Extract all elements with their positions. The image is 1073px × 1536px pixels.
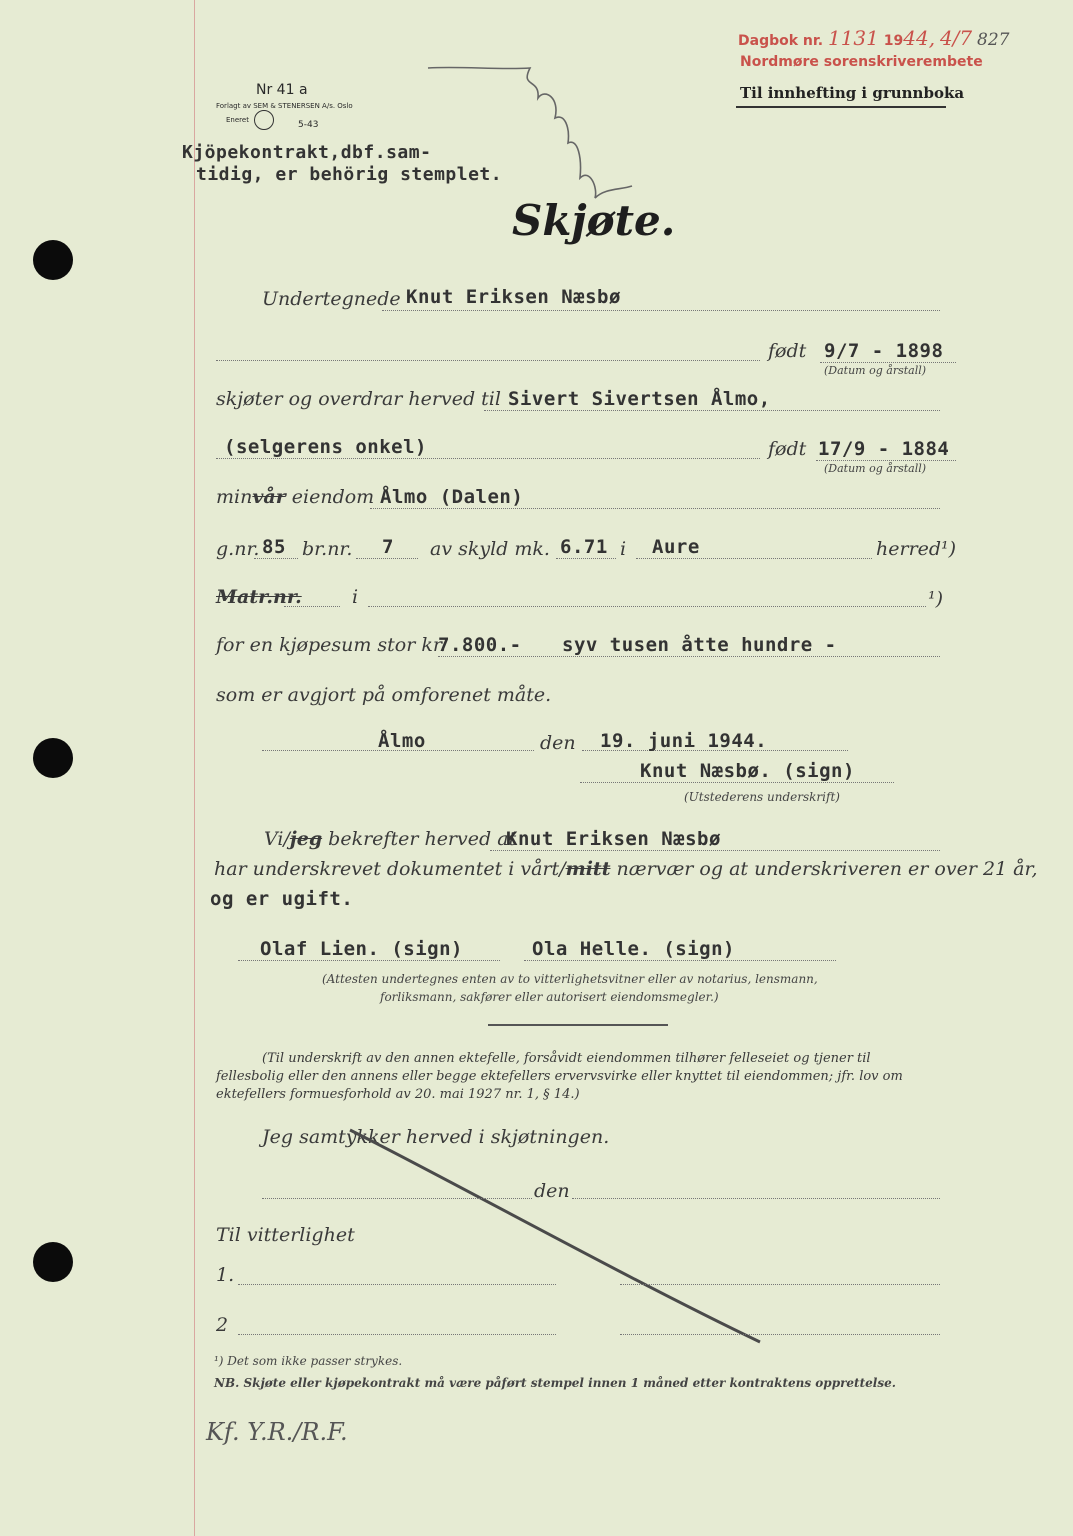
- punch-hole-top: [33, 240, 73, 280]
- dotted-line: [254, 558, 298, 559]
- dotted-line: [816, 460, 956, 461]
- dotted-line: [368, 606, 926, 607]
- avgjort-text: som er avgjort på omforenet måte.: [216, 684, 552, 706]
- gnr-label: g.nr.: [216, 538, 260, 560]
- signature-label: (Utstederens underskrift): [684, 790, 840, 804]
- skyld-label: av skyld mk.: [430, 538, 550, 560]
- form-publisher: Forlagt av SEM & STENERSEN A/s. Oslo: [216, 102, 353, 110]
- witness-1-signature: Olaf Lien. (sign): [260, 938, 463, 960]
- date-value: 19. juni 1944.: [600, 730, 768, 752]
- dotted-line: [382, 310, 940, 311]
- dotted-line: [620, 1334, 940, 1335]
- margin-line: [194, 0, 195, 1536]
- dotted-line: [284, 606, 340, 607]
- kjopesum-words: syv tusen åtte hundre -: [562, 634, 837, 656]
- matrikkel-struck: Matr.nr.: [216, 586, 302, 608]
- stamp-underline: [736, 106, 946, 108]
- dotted-line: [356, 558, 418, 559]
- attest-note-1: (Attesten undertegnes enten av to vitterlighetsvitner eller av notarius, lensmann,: [322, 972, 818, 986]
- typed-note-line-1: Kjöpekontrakt,dbf.sam-: [182, 142, 432, 163]
- gnr-value: 85: [262, 536, 286, 558]
- dotted-line: [370, 508, 940, 509]
- witness-line-2a: har underskrevet dokumentet i vårt: [214, 858, 560, 880]
- dotted-line: [620, 1284, 940, 1285]
- vitterlighet-label: Til vitterlighet: [216, 1224, 355, 1246]
- bnr-label: br.nr.: [302, 538, 353, 560]
- datum-hint-seller: (Datum og årstall): [824, 364, 927, 377]
- bekrefter-text: bekrefter herved at: [328, 828, 517, 850]
- dagbok-prefix: Dagbok nr.: [738, 33, 824, 49]
- spouse-den-label: den: [534, 1180, 570, 1202]
- buyer-name: Sivert Sivertsen Ålmo,: [508, 388, 771, 410]
- dotted-line: [238, 960, 500, 961]
- initials-handwritten: Kf. Y.R./R.F.: [206, 1418, 348, 1446]
- witness-slot-1: 1.: [216, 1264, 235, 1286]
- year-suffix: 44,: [903, 26, 936, 50]
- form-eneret: Eneret: [226, 116, 249, 124]
- kjopesum-value: 7.800.-: [438, 634, 522, 656]
- bnr-value: 7: [382, 536, 394, 558]
- page-number: 827: [977, 30, 1010, 50]
- dotted-line: [556, 558, 616, 559]
- struck-jeg: jeg: [289, 828, 323, 850]
- fodt-label-buyer: født: [768, 438, 807, 460]
- vi-label: Vi/jeg bekrefter herved at: [264, 828, 517, 850]
- property-name: Ålmo (Dalen): [380, 486, 524, 508]
- dotted-line: [636, 558, 872, 559]
- separator-rule: [488, 1024, 668, 1026]
- eiendom-word: eiendom: [291, 486, 375, 508]
- fodt-label-seller: født: [768, 340, 807, 362]
- punch-hole-middle: [33, 738, 73, 778]
- dotted-line: [820, 362, 956, 363]
- handwritten-flourish: [420, 58, 640, 208]
- dotted-line: [238, 1334, 556, 1335]
- i-label: i: [620, 538, 627, 560]
- dotted-line: [572, 1198, 940, 1199]
- year-prefix: 19: [883, 33, 904, 49]
- skjoter-label: skjøter og overdrar herved til: [216, 388, 501, 410]
- buyer-birthdate: 17/9 - 1884: [818, 438, 950, 460]
- dotted-line: [238, 1284, 556, 1285]
- office-name: Nordmøre sorenskriverembete: [740, 54, 983, 70]
- attest-note-2: forliksmann, sakfører eller autorisert eiendomsmegler.): [380, 990, 719, 1004]
- stamp-text: Til innhefting i grunnboka: [740, 84, 965, 102]
- form-number: Nr 41 a: [256, 82, 308, 98]
- ugift-text: og er ugift.: [210, 888, 354, 910]
- witness-line-2: har underskrevet dokumentet i vårt/mitt nærvær og at underskriveren er over 21 år,: [214, 858, 1038, 880]
- place-value: Ålmo: [378, 730, 426, 752]
- witnessed-name: Knut Eriksen Næsbø: [506, 828, 721, 850]
- punch-hole-bottom: [33, 1242, 73, 1282]
- form-date-code: 5-43: [298, 120, 319, 130]
- dagbok-number: 1131: [827, 26, 879, 50]
- struck-mitt: mitt: [565, 858, 611, 880]
- dotted-line: [580, 782, 894, 783]
- kjopesum-label: for en kjøpesum stor kr.: [216, 634, 446, 656]
- struck-var: vår: [252, 486, 286, 508]
- dotted-line: [484, 410, 940, 411]
- buyer-relation: (selgerens onkel): [224, 436, 427, 458]
- typed-note-line-2: tidig, er behörig stemplet.: [196, 164, 503, 185]
- i-label-2: i: [352, 586, 359, 608]
- skyld-value: 6.71: [560, 536, 608, 558]
- publisher-logo: [254, 110, 274, 130]
- seller-birthdate: 9/7 - 1898: [824, 340, 944, 362]
- dotted-line: [216, 458, 760, 459]
- document-title: Skjøte.: [512, 196, 676, 245]
- dotted-line: [262, 1198, 532, 1199]
- datum-hint-buyer: (Datum og årstall): [824, 462, 927, 475]
- herred-label: herred¹): [876, 538, 957, 560]
- seller-name: Knut Eriksen Næsbø: [406, 286, 621, 308]
- vi-word: Vi: [264, 828, 284, 850]
- cancel-stroke: [330, 1120, 790, 1350]
- footnote-mark: ¹): [928, 588, 944, 610]
- footnote-text: ¹) Det som ikke passer strykes.: [214, 1354, 403, 1368]
- dotted-line: [216, 360, 760, 361]
- dotted-line: [490, 850, 940, 851]
- spouse-note: (Til underskrift av den annen ektefelle, forsåvidt eiendommen tilhører felleseiet og tjener til fellesbolig eller den annens eller begge ektefellers ervervsvirke eller knyttet til eiendommen; jfr. lov om ektefellers formuesforhold av 20. mai 1927 nr. 1, § 14.): [216, 1051, 903, 1102]
- consent-text: Jeg samtykker herved i skjøtningen.: [262, 1126, 610, 1148]
- nb-text: NB. Skjøte eller kjøpekontrakt må være påført stempel innen 1 måned etter kontraktens opprettelse.: [214, 1376, 896, 1390]
- min-word: min: [216, 486, 253, 508]
- seller-signature: Knut Næsbø. (sign): [640, 760, 855, 782]
- witness-slot-2: 2: [216, 1314, 229, 1336]
- witness-2-signature: Ola Helle. (sign): [532, 938, 735, 960]
- min-label: [216, 486, 374, 508]
- witness-line-2b: nærvær og at underskriveren er over 21 år,: [616, 858, 1038, 880]
- header-stamp: [738, 26, 1009, 50]
- date-handwritten: 4/7: [939, 26, 973, 50]
- undertegnede-label: Undertegnede: [262, 288, 401, 310]
- dotted-line: [438, 656, 940, 657]
- herred-value: Aure: [652, 536, 700, 558]
- dotted-line: [524, 960, 836, 961]
- den-label: den: [540, 732, 576, 754]
